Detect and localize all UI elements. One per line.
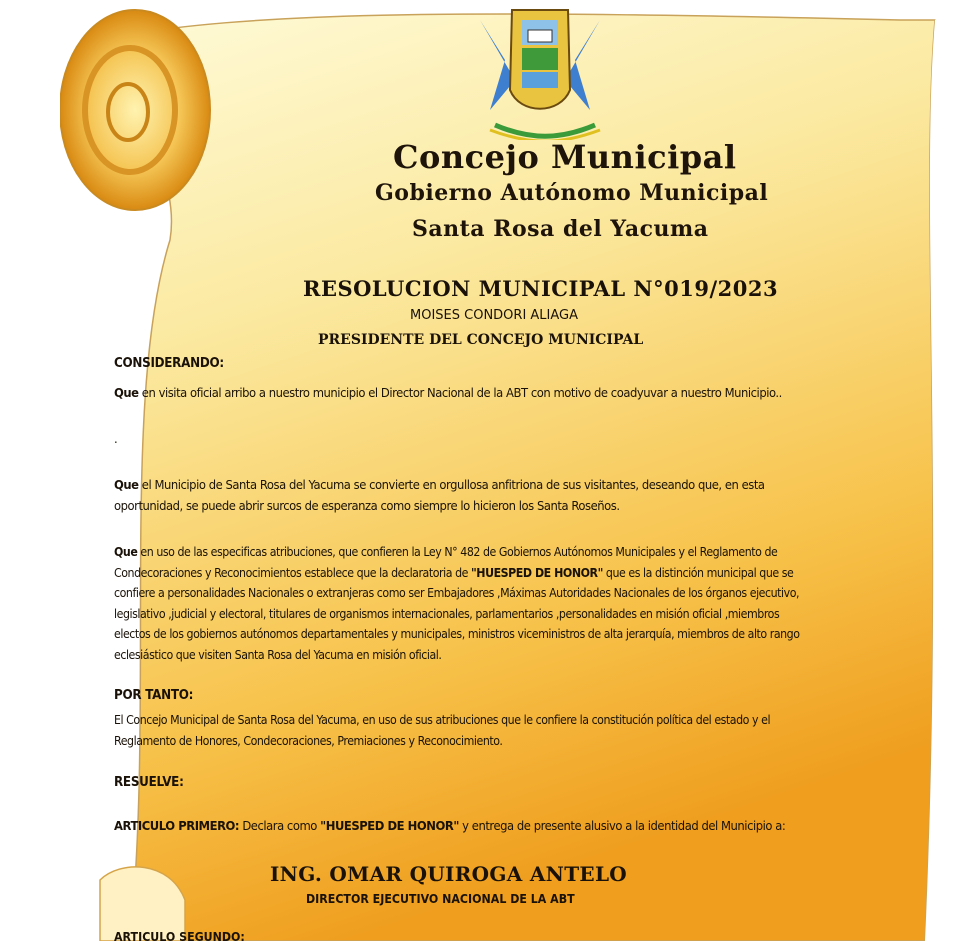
honoree-title: DIRECTOR EJECUTIVO NACIONAL DE LA ABT — [306, 892, 575, 906]
articulo-primero — [114, 815, 813, 836]
paragraph-text: en uso de las especificas atribuciones, que confieren la Ley N° 482 de Gobiernos Autónomos Municipales y el Reglamento de Condecoraciones y Reconocimientos establece que la declaratoria de — [114, 545, 778, 580]
articulo-text: Declara como — [239, 818, 321, 833]
stray-dot: . — [114, 431, 118, 446]
president-role: PRESIDENTE DEL CONCEJO MUNICIPAL — [318, 332, 644, 348]
paragraph-lead: Que — [114, 477, 139, 492]
por-tanto-text: El Concejo Municipal de Santa Rosa del Yacuma, en uso de sus atribuciones que le confiere la constitución política del estado y el Reglamento de Honores, Condecoraciones, Premiaciones y Reconocimiento. — [114, 713, 771, 748]
paragraph-lead: Que — [114, 385, 139, 400]
paragraph-text: el Municipio de Santa Rosa del Yacuma se convierte en orgullosa anfitriona de sus visitantes, deseando que, en esta oportunidad, se puede abrir surcos de esperanza como siempre lo hicieron los Santa Roseños. — [114, 477, 765, 513]
paragraph-lead: Que — [114, 545, 138, 559]
government-subtitle: Gobierno Autónomo Municipal — [375, 180, 769, 206]
considerando-paragraph-1 — [114, 382, 813, 403]
huesped-de-honor-label: "HUESPED DE HONOR" — [320, 818, 459, 833]
president-name: MOISES CONDORI ALIAGA — [410, 308, 579, 323]
articulo-primero-label: ARTICULO PRIMERO: — [114, 818, 240, 833]
por-tanto-heading: POR TANTO: — [114, 688, 194, 703]
resuelve-heading: RESUELVE: — [114, 775, 184, 790]
huesped-de-honor-label: "HUESPED DE HONOR" — [471, 565, 603, 580]
paragraph-text: en visita oficial arribo a nuestro municipio el Director Nacional de la ABT con motivo de coadyuvar a nuestro Municipio.. — [138, 385, 782, 400]
resolution-number: RESOLUCION MUNICIPAL N°019/2023 — [303, 276, 779, 301]
articulo-text: y entrega de presente alusivo a la identidad del Municipio a: — [458, 818, 786, 833]
municipality-subtitle: Santa Rosa del Yacuma — [412, 216, 709, 242]
articulo-segundo-cut: ARTICULO SEGUNDO: — [114, 930, 245, 944]
considerando-paragraph-2 — [114, 474, 813, 516]
considerando-paragraph-3 — [114, 542, 813, 665]
considerando-heading: CONSIDERANDO: — [114, 356, 224, 371]
council-title: Concejo Municipal — [393, 138, 737, 176]
honoree-name: ING. OMAR QUIROGA ANTELO — [270, 862, 628, 886]
paragraph-text: que es la distinción municipal que se confiere a personalidades Nacionales o extranjeras como ser Embajadores ,Máximas Autoridades Nacionales de los órganos ejecutivo, legislativo ,judicial y electoral, titulares de organismos internacionales, parlamentarios ,personalidades en misión oficial ,miembros electos de los gobiernos autónomos departamentales y municipales, ministros viceministros de alta jerarquía, miembros de alto rango eclesiástico que visiten Santa Rosa del Yacuma en misión oficial. — [114, 565, 800, 662]
